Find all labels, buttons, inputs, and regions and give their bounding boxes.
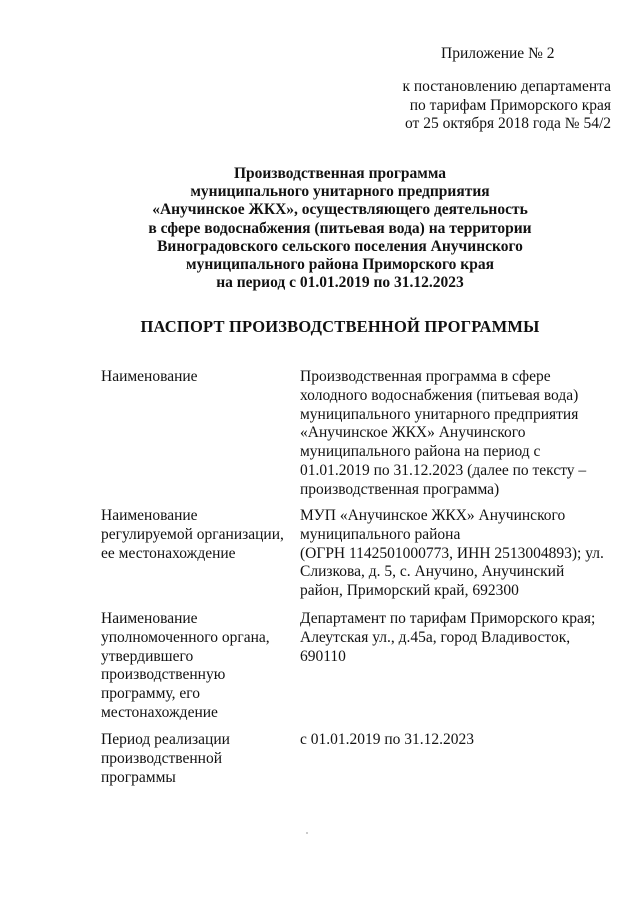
label-line: Наименование [101, 610, 198, 627]
label-line: Наименование [101, 368, 198, 385]
label-line: Наименование [101, 507, 198, 524]
resolution-line: к постановлению департамента [402, 78, 611, 95]
row-label [101, 368, 296, 387]
label-line: производственную [101, 666, 226, 684]
value-line: (ОГРН 1142501000773, ИНН 2513004893); ул. [300, 544, 604, 562]
row-value [300, 610, 600, 666]
row-value [300, 368, 600, 500]
row-label [101, 610, 296, 723]
title-line: Виноградовского сельского поселения Анучинского [157, 237, 523, 255]
label-line: программу, его [101, 685, 200, 703]
row-value [300, 507, 604, 601]
value-line: с 01.01.2019 по 31.12.2023 [300, 731, 475, 748]
label-line: уполномоченного органа, [101, 628, 270, 646]
value-line: район, Приморский край, 692300 [300, 582, 519, 600]
label-line: местонахождение [101, 703, 218, 721]
label-line: регулируемой организации, [101, 525, 284, 543]
value-line: Производственная программа в сфере [300, 368, 551, 385]
value-line: муниципального района на период с [300, 443, 541, 461]
title-line: в сфере водоснабжения (питьевая вода) на территории [148, 219, 532, 237]
label-line: утвердившего [101, 647, 194, 665]
value-line: 01.01.2019 по 31.12.2023 (далее по тексту – [300, 461, 587, 479]
appendix-number: Приложение № 2 [441, 45, 555, 62]
value-line: Слизкова, д. 5, с. Анучино, Анучинский [300, 563, 565, 581]
value-line: «Анучинское ЖКХ» Анучинского [300, 424, 526, 442]
value-line: производственная программа) [300, 480, 500, 498]
value-line: муниципального района [300, 525, 461, 543]
title-line: на период с 01.01.2019 по 31.12.2023 [216, 274, 464, 292]
document-title [80, 165, 600, 292]
label-line: программы [101, 768, 176, 786]
value-line: холодного водоснабжения (питьевая вода) [300, 386, 579, 404]
resolution-reference [391, 78, 611, 134]
value-line: 690110 [300, 647, 346, 665]
label-line: ее местонахождение [101, 544, 236, 562]
value-line: муниципального унитарного предприятия [300, 405, 579, 423]
row-label [101, 507, 296, 563]
resolution-line: по тарифам Приморского края [409, 96, 611, 114]
passport-heading: ПАСПОРТ ПРОИЗВОДСТВЕННОЙ ПРОГРАММЫ [140, 317, 540, 336]
value-line: Департамент по тарифам Приморского края; [300, 610, 596, 627]
value-line: Алеутская ул., д.45а, город Владивосток, [300, 628, 571, 646]
resolution-line: от 25 октября 2018 года № 54/2 [405, 115, 611, 132]
row-label [101, 731, 296, 787]
title-line: Производственная программа [233, 165, 447, 182]
scan-speck [306, 832, 308, 834]
title-line: муниципального унитарного предприятия [190, 183, 490, 201]
row-value [300, 731, 600, 750]
title-line: муниципального района Приморского края [186, 256, 494, 274]
label-line: производственной [101, 749, 223, 767]
title-line: «Анучинское ЖКХ», осуществляющего деятельность [152, 201, 528, 219]
value-line: МУП «Анучинское ЖКХ» Анучинского [300, 507, 566, 524]
label-line: Период реализации [101, 731, 230, 748]
